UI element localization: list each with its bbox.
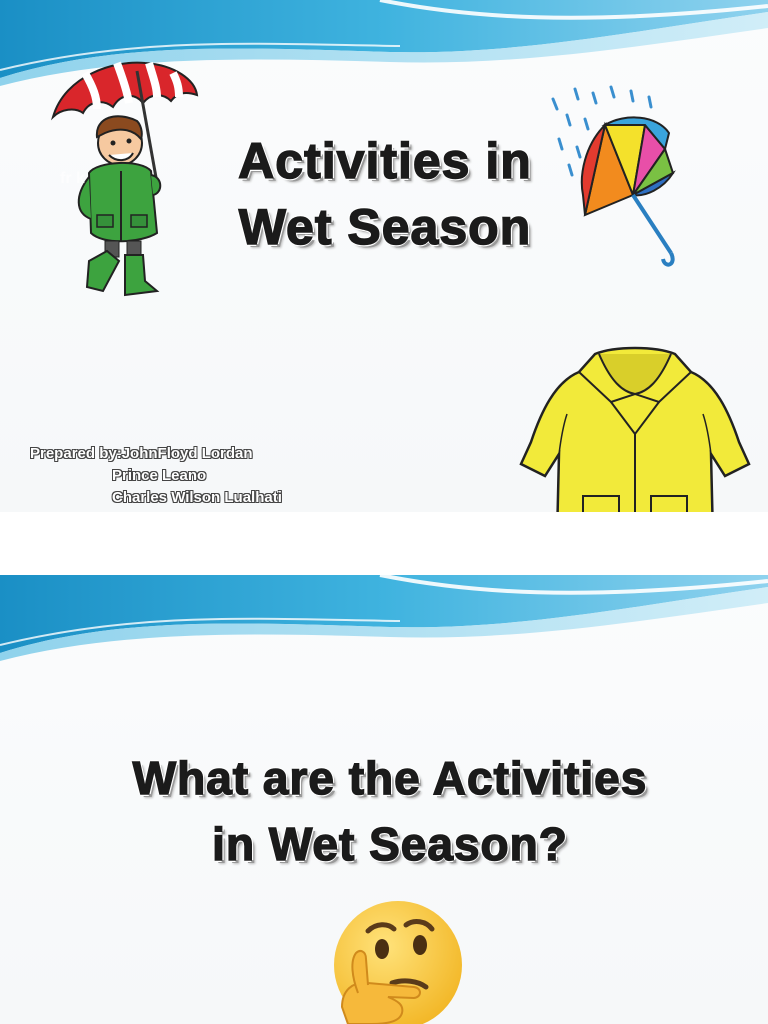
title-what-are-the-activities — [40, 745, 740, 877]
credits-block — [30, 443, 282, 509]
colorful-umbrella-icon — [545, 85, 695, 275]
credits-line-3: Charles Wilson Lualhati — [112, 489, 282, 506]
raincoat-icon — [515, 342, 755, 512]
title-line-2: in Wet Season? — [212, 818, 568, 870]
title-activities-in-wet-season — [190, 128, 580, 260]
credits-line-1: Prepared by:JohnFloyd Lordan — [30, 445, 253, 462]
title-line-2: Wet Season — [238, 199, 532, 255]
credits-line-2: Prince Leano — [112, 467, 207, 484]
watermark-text: fr k — [60, 170, 85, 187]
wave-header — [0, 575, 768, 665]
slide-2 — [0, 575, 768, 1024]
thinking-face-icon — [328, 897, 468, 1024]
title-line-1: What are the Activities — [132, 752, 648, 804]
title-line-1: Activities in — [238, 133, 532, 189]
